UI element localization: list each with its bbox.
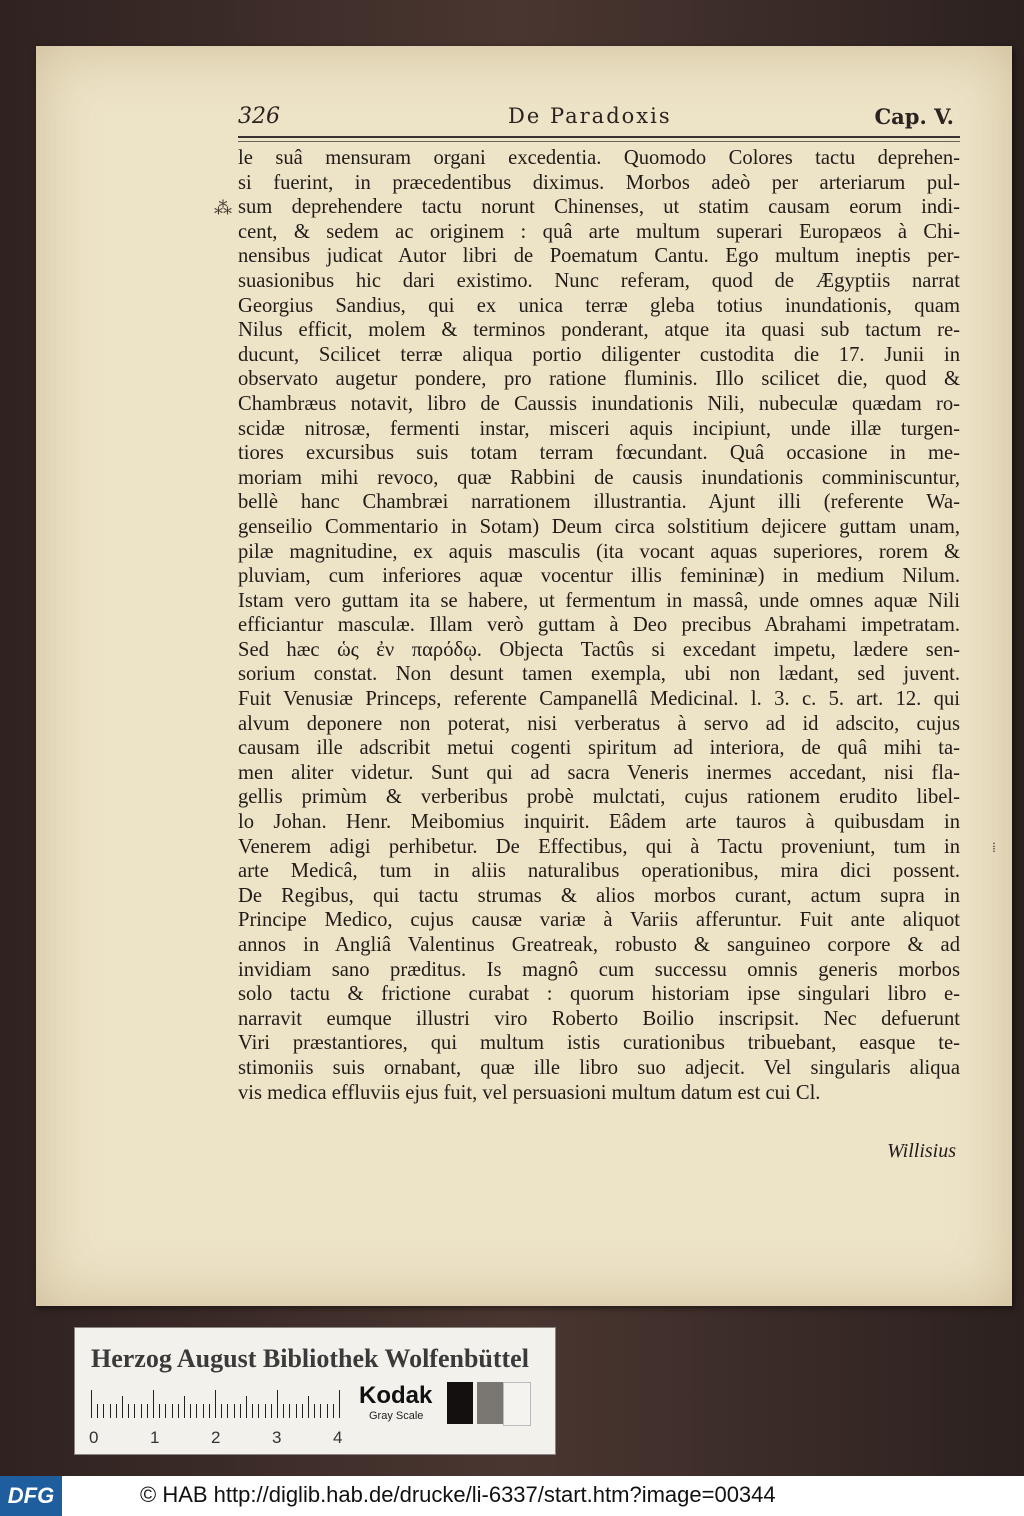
ruler-number: 2 <box>211 1428 221 1447</box>
text-line: annos in Angliâ Valentinus Greatreak, robusto & sanguineo corpore & ad <box>238 934 960 956</box>
ruler-tick <box>308 1396 309 1418</box>
library-name: Herzog August Bibliothek Wolfenbüttel <box>91 1344 529 1373</box>
text-line: Georgius Sandius, qui ex unica terræ gleba totius inundationis, quam <box>238 294 960 317</box>
text-line: efficiantur masculæ. Illam verò guttam à Deo precibus Abrahami impetratam. <box>238 614 960 637</box>
marginal-mark: ⁂ <box>214 198 232 219</box>
text-line: le suâ mensuram organi excedentia. Quomodo Colores tactu deprehen- <box>238 147 960 169</box>
ruler-tick <box>196 1404 197 1418</box>
ruler-tick <box>277 1390 278 1418</box>
edge-mark: ⁞ <box>992 840 996 856</box>
chapter-label: Cap. V. <box>874 104 954 129</box>
ruler-tick <box>252 1404 253 1418</box>
text-line: sum deprehendere tactu norunt Chinenses, ut statim causam eorum indi- <box>238 196 960 219</box>
dfg-logo[interactable]: DFG <box>0 1476 62 1516</box>
text-line: bellè hanc Chambræi narrationem illustrantia. Ajunt illi (referente Wa- <box>238 491 960 514</box>
text-line: sorium constat. Non desunt tamen exempla, ubi non lædant, sed juvent. <box>238 663 960 686</box>
text-line: Sed hæc ὡς ἐν παρόδῳ. Objecta Tactûs si excedant impetu, lædere sen- <box>238 638 960 661</box>
text-line: gellis primùm & verberibus probè mulctati, cujus rationem erudito libel- <box>238 786 960 809</box>
catchword: Willisius <box>887 1140 956 1162</box>
ruler-tick <box>265 1404 266 1418</box>
text-line: Venerem adigi perhibetur. De Effectibus, qui à Tactu proveniunt, tum in <box>238 835 960 858</box>
ruler-tick <box>289 1404 290 1418</box>
ruler-tick <box>153 1390 154 1418</box>
ruler-tick <box>209 1404 210 1418</box>
ruler-number: 4 <box>333 1428 343 1447</box>
text-line: alvum deponere non poterat, nisi verberatus à servo ad id adscito, cujus <box>238 712 960 735</box>
ruler-tick <box>165 1404 166 1418</box>
ruler-tick <box>339 1390 340 1418</box>
text-line: lo Johan. Henr. Meibomius inquirit. Eâdem arte tauros à quibusdam in <box>238 811 960 834</box>
gray-scale-label: Gray Scale <box>369 1410 424 1422</box>
ruler-tick <box>221 1404 222 1418</box>
page-text <box>238 146 960 1105</box>
ruler-tick <box>271 1404 272 1418</box>
text-line: tiores excursibus suis totam terram fœcundant. Quâ occasione in me- <box>238 442 960 465</box>
ruler-tick <box>134 1404 135 1418</box>
text-line: si fuerint, in præcedentibus diximus. Morbos adeò per arteriarum pul- <box>238 171 960 194</box>
text-line: observato augetur pondere, pro ratione fluminis. Illo scilicet die, quod & <box>238 368 960 391</box>
text-line: genseilio Commentario in Sotam) Deum circa solstitium dejicere guttam unam, <box>238 515 960 538</box>
ruler-tick <box>172 1404 173 1418</box>
ruler-tick <box>296 1404 297 1418</box>
text-line: stimoniis suis ornabant, quæ ille libro suo adjecit. Vel singularis aliqua <box>238 1056 960 1079</box>
gray-patch-dark <box>447 1382 473 1424</box>
ruler-tick <box>178 1404 179 1418</box>
text-line: pilæ magnitudine, ex aquis masculis (ita vocant aquas superiores, rorem & <box>238 540 960 563</box>
ruler-tick <box>203 1404 204 1418</box>
library-card <box>74 1327 556 1455</box>
ruler-tick <box>327 1404 328 1418</box>
running-title: De Paradoxis <box>508 104 672 128</box>
text-line: Nilus efficit, molem & terminos ponderant, atque ita quasi sub tactum re- <box>238 319 960 342</box>
ruler-number: 0 <box>89 1428 99 1447</box>
text-line: pluviam, cum inferiores aquæ vocentur illis femininæ) in medium Nilum. <box>238 565 960 588</box>
text-line: De Regibus, qui tactu strumas & alios morbos curant, actum supra in <box>238 884 960 907</box>
folio-number: 326 <box>238 104 280 129</box>
gray-patch-mid <box>477 1382 503 1424</box>
text-line: narravit eumque illustri viro Roberto Boilio inscripsit. Nec defuerunt <box>238 1007 960 1030</box>
ruler-tick <box>110 1404 111 1418</box>
head-rule <box>238 136 960 142</box>
text-line: Istam vero guttam ita se habere, ut fermentum in massâ, unde omnes aquæ Nili <box>238 589 960 612</box>
ruler-tick <box>97 1404 98 1418</box>
ruler-tick <box>190 1404 191 1418</box>
text-line: invidiam sano præditus. Is magnô cum successu omnis generis morbos <box>238 958 960 981</box>
text-line: Fuit Venusiæ Princeps, referente Campanellâ Medicinal. l. 3. c. 5. art. 12. qui <box>238 688 960 711</box>
ruler-tick <box>227 1404 228 1418</box>
ruler-tick <box>283 1404 284 1418</box>
ruler-tick <box>147 1404 148 1418</box>
ruler-tick <box>302 1404 303 1418</box>
text-line: suasionibus hic dari existimo. Nunc referam, quod de Ægyptiis narrat <box>238 269 960 292</box>
text-line: Principe Medico, cujus causæ variæ à Variis afferuntur. Fuit ante aliquot <box>238 909 960 932</box>
ruler-number: 3 <box>272 1428 282 1447</box>
scale-ruler <box>89 1386 347 1447</box>
ruler-tick <box>91 1390 92 1418</box>
copyright-link[interactable]: © HAB http://diglib.hab.de/drucke/li-6337/start.htm?image=00344 <box>140 1482 776 1507</box>
ruler-tick <box>122 1396 123 1418</box>
ruler-tick <box>159 1404 160 1418</box>
ruler-tick <box>333 1404 334 1418</box>
text-line: scidæ nitrosæ, fermenti instar, misceri aquis incipiunt, unde illæ turgen- <box>238 417 960 440</box>
ruler-tick <box>320 1404 321 1418</box>
ruler-tick <box>215 1390 216 1418</box>
text-line: moriam mihi revoco, quæ Rabbini de causis inundationis comminiscuntur, <box>238 466 960 489</box>
ruler-tick <box>314 1404 315 1418</box>
gray-patch-light <box>503 1382 531 1426</box>
ruler-tick <box>184 1396 185 1418</box>
running-head <box>238 104 958 136</box>
ruler-tick <box>141 1404 142 1418</box>
ruler-tick <box>258 1404 259 1418</box>
text-line: causam ille adscribit metui cogenti spiritum ad interiora, de quâ mihi ta- <box>238 737 960 760</box>
text-line: ducunt, Scilicet terræ aliqua portio diligenter custodita die 17. Junii in <box>238 343 960 366</box>
text-line: solo tactu & frictione curabat : quorum historiam ipse singulari libro e- <box>238 983 960 1006</box>
ruler-tick <box>128 1404 129 1418</box>
text-line: nensibus judicat Autor libri de Poematum Cantu. Ego multum ineptis per- <box>238 245 960 268</box>
text-line: vis medica effluviis ejus fuit, vel persuasioni multum datum est cui Cl. <box>238 1081 821 1104</box>
text-line: men aliter videtur. Sunt qui ad sacra Veneris inermes accedant, nisi fla- <box>238 761 960 784</box>
ruler-tick <box>103 1404 104 1418</box>
ruler-number: 1 <box>150 1428 160 1447</box>
ruler-tick <box>246 1396 247 1418</box>
ruler-tick <box>234 1404 235 1418</box>
ruler-tick <box>240 1404 241 1418</box>
text-line: Viri præstantiores, qui multum istis curationibus tribuebant, easque te- <box>238 1032 960 1055</box>
text-line: arte Medicâ, tum in aliis naturalibus operationibus, mira dici possent. <box>238 860 960 883</box>
kodak-logo: Kodak <box>359 1382 433 1409</box>
text-line: cent, & sedem ac originem : quâ arte multum superari Europæos à Chi- <box>238 220 960 243</box>
text-line: Chambræus notavit, libro de Caussis inundationis Nili, nubeculæ quædam ro- <box>238 392 960 415</box>
viewer-footer <box>0 1476 1024 1516</box>
ruler-tick <box>116 1404 117 1418</box>
